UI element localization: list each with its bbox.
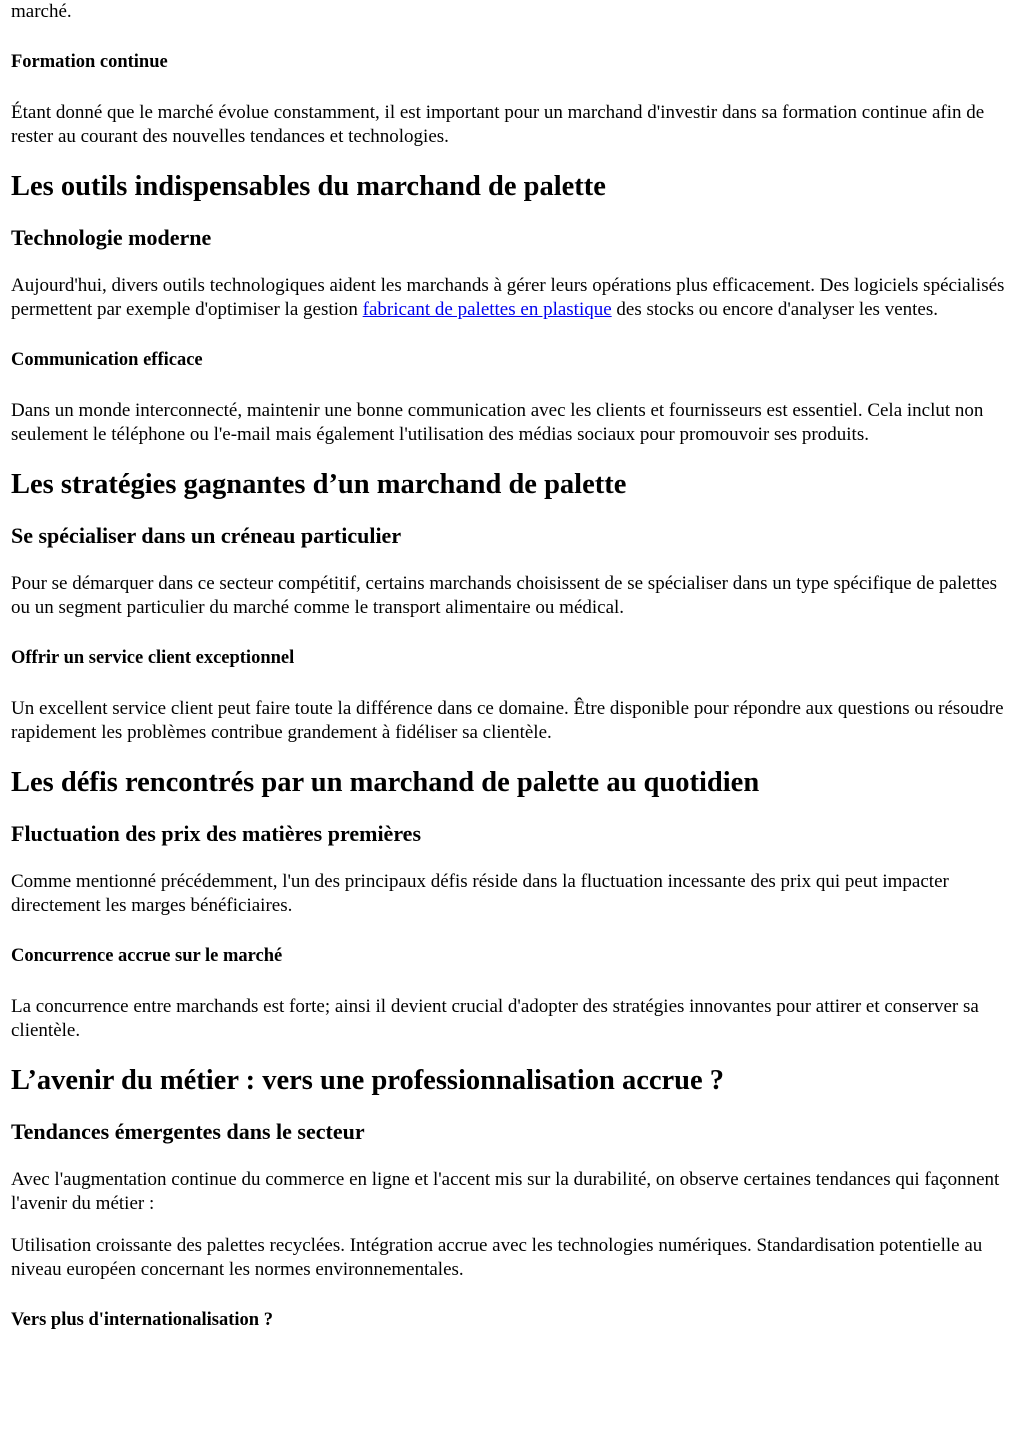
- heading-formation-continue: Formation continue: [11, 52, 168, 72]
- paragraph-technologie: [11, 274, 1014, 322]
- paragraph-specialiser: Pour se démarquer dans ce secteur compétitif, certains marchands choisissent de se spécialiser dans un type spécifique de palettes ou un segment particulier du marché comme le transport alimentaire ou médical.: [11, 573, 998, 618]
- paragraph-liste-tendances: Utilisation croissante des palettes recyclées. Intégration accrue avec les technologies numériques. Standardisation potentielle au niveau européen concernant les normes environnementales.: [11, 1235, 983, 1280]
- paragraph-fluctuation: Comme mentionné précédemment, l'un des principaux défis réside dans la fluctuation incessante des prix qui peut impacter directement les marges bénéficiaires.: [11, 871, 949, 916]
- text-before-link: Aujourd'hui, divers outils technologiques aident les marchands à gérer leurs opérations plus efficacement. Des logiciels spécialisés permettent par exemple d'optimiser la gestion: [11, 275, 1005, 320]
- text-after-link: des stocks ou encore d'analyser les ventes.: [611, 299, 938, 320]
- heading-technologie-moderne: Technologie moderne: [11, 225, 212, 250]
- heading-service-client: Offrir un service client exceptionnel: [11, 648, 295, 668]
- link-fabricant-palettes[interactable]: fabricant de palettes en plastique: [362, 299, 612, 320]
- heading-outils: Les outils indispensables du marchand de palette: [11, 171, 606, 202]
- heading-strategies: Les stratégies gagnantes d’un marchand de palette: [11, 469, 627, 500]
- heading-specialiser: Se spécialiser dans un créneau particulier: [11, 523, 402, 548]
- paragraph-service-client: Un excellent service client peut faire toute la différence dans ce domaine. Être disponible pour répondre aux questions ou résoudre rapidement les problèmes contribue grandement à fidéliser sa clientèle.: [11, 698, 1004, 743]
- paragraph-concurrence: La concurrence entre marchands est forte; ainsi il devient crucial d'adopter des stratégies innovantes pour attirer et conserver sa clientèle.: [11, 996, 979, 1041]
- paragraph-communication: Dans un monde interconnecté, maintenir une bonne communication avec les clients et fournisseurs est essentiel. Cela inclut non seulement le téléphone ou l'e-mail mais également l'utilisation des médias sociaux pour promouvoir ses produits.: [11, 400, 984, 445]
- heading-tendances: Tendances émergentes dans le secteur: [11, 1119, 365, 1144]
- heading-fluctuation: Fluctuation des prix des matières premières: [11, 821, 422, 846]
- paragraph-tendances: Avec l'augmentation continue du commerce en ligne et l'accent mis sur la durabilité, on observe certaines tendances qui façonnent l'avenir du métier :: [11, 1169, 1000, 1214]
- heading-internationalisation: Vers plus d'internationalisation ?: [11, 1310, 273, 1330]
- heading-communication: Communication efficace: [11, 350, 203, 370]
- paragraph-formation: Étant donné que le marché évolue constamment, il est important pour un marchand d'investir dans sa formation continue afin de rester au courant des nouvelles tendances et technologies.: [11, 102, 985, 147]
- heading-defis: Les défis rencontrés par un marchand de palette au quotidien: [11, 767, 760, 798]
- paragraph-fragment: marché.: [11, 1, 72, 22]
- heading-avenir: L’avenir du métier : vers une professionnalisation accrue ?: [11, 1065, 725, 1096]
- heading-concurrence: Concurrence accrue sur le marché: [11, 946, 283, 966]
